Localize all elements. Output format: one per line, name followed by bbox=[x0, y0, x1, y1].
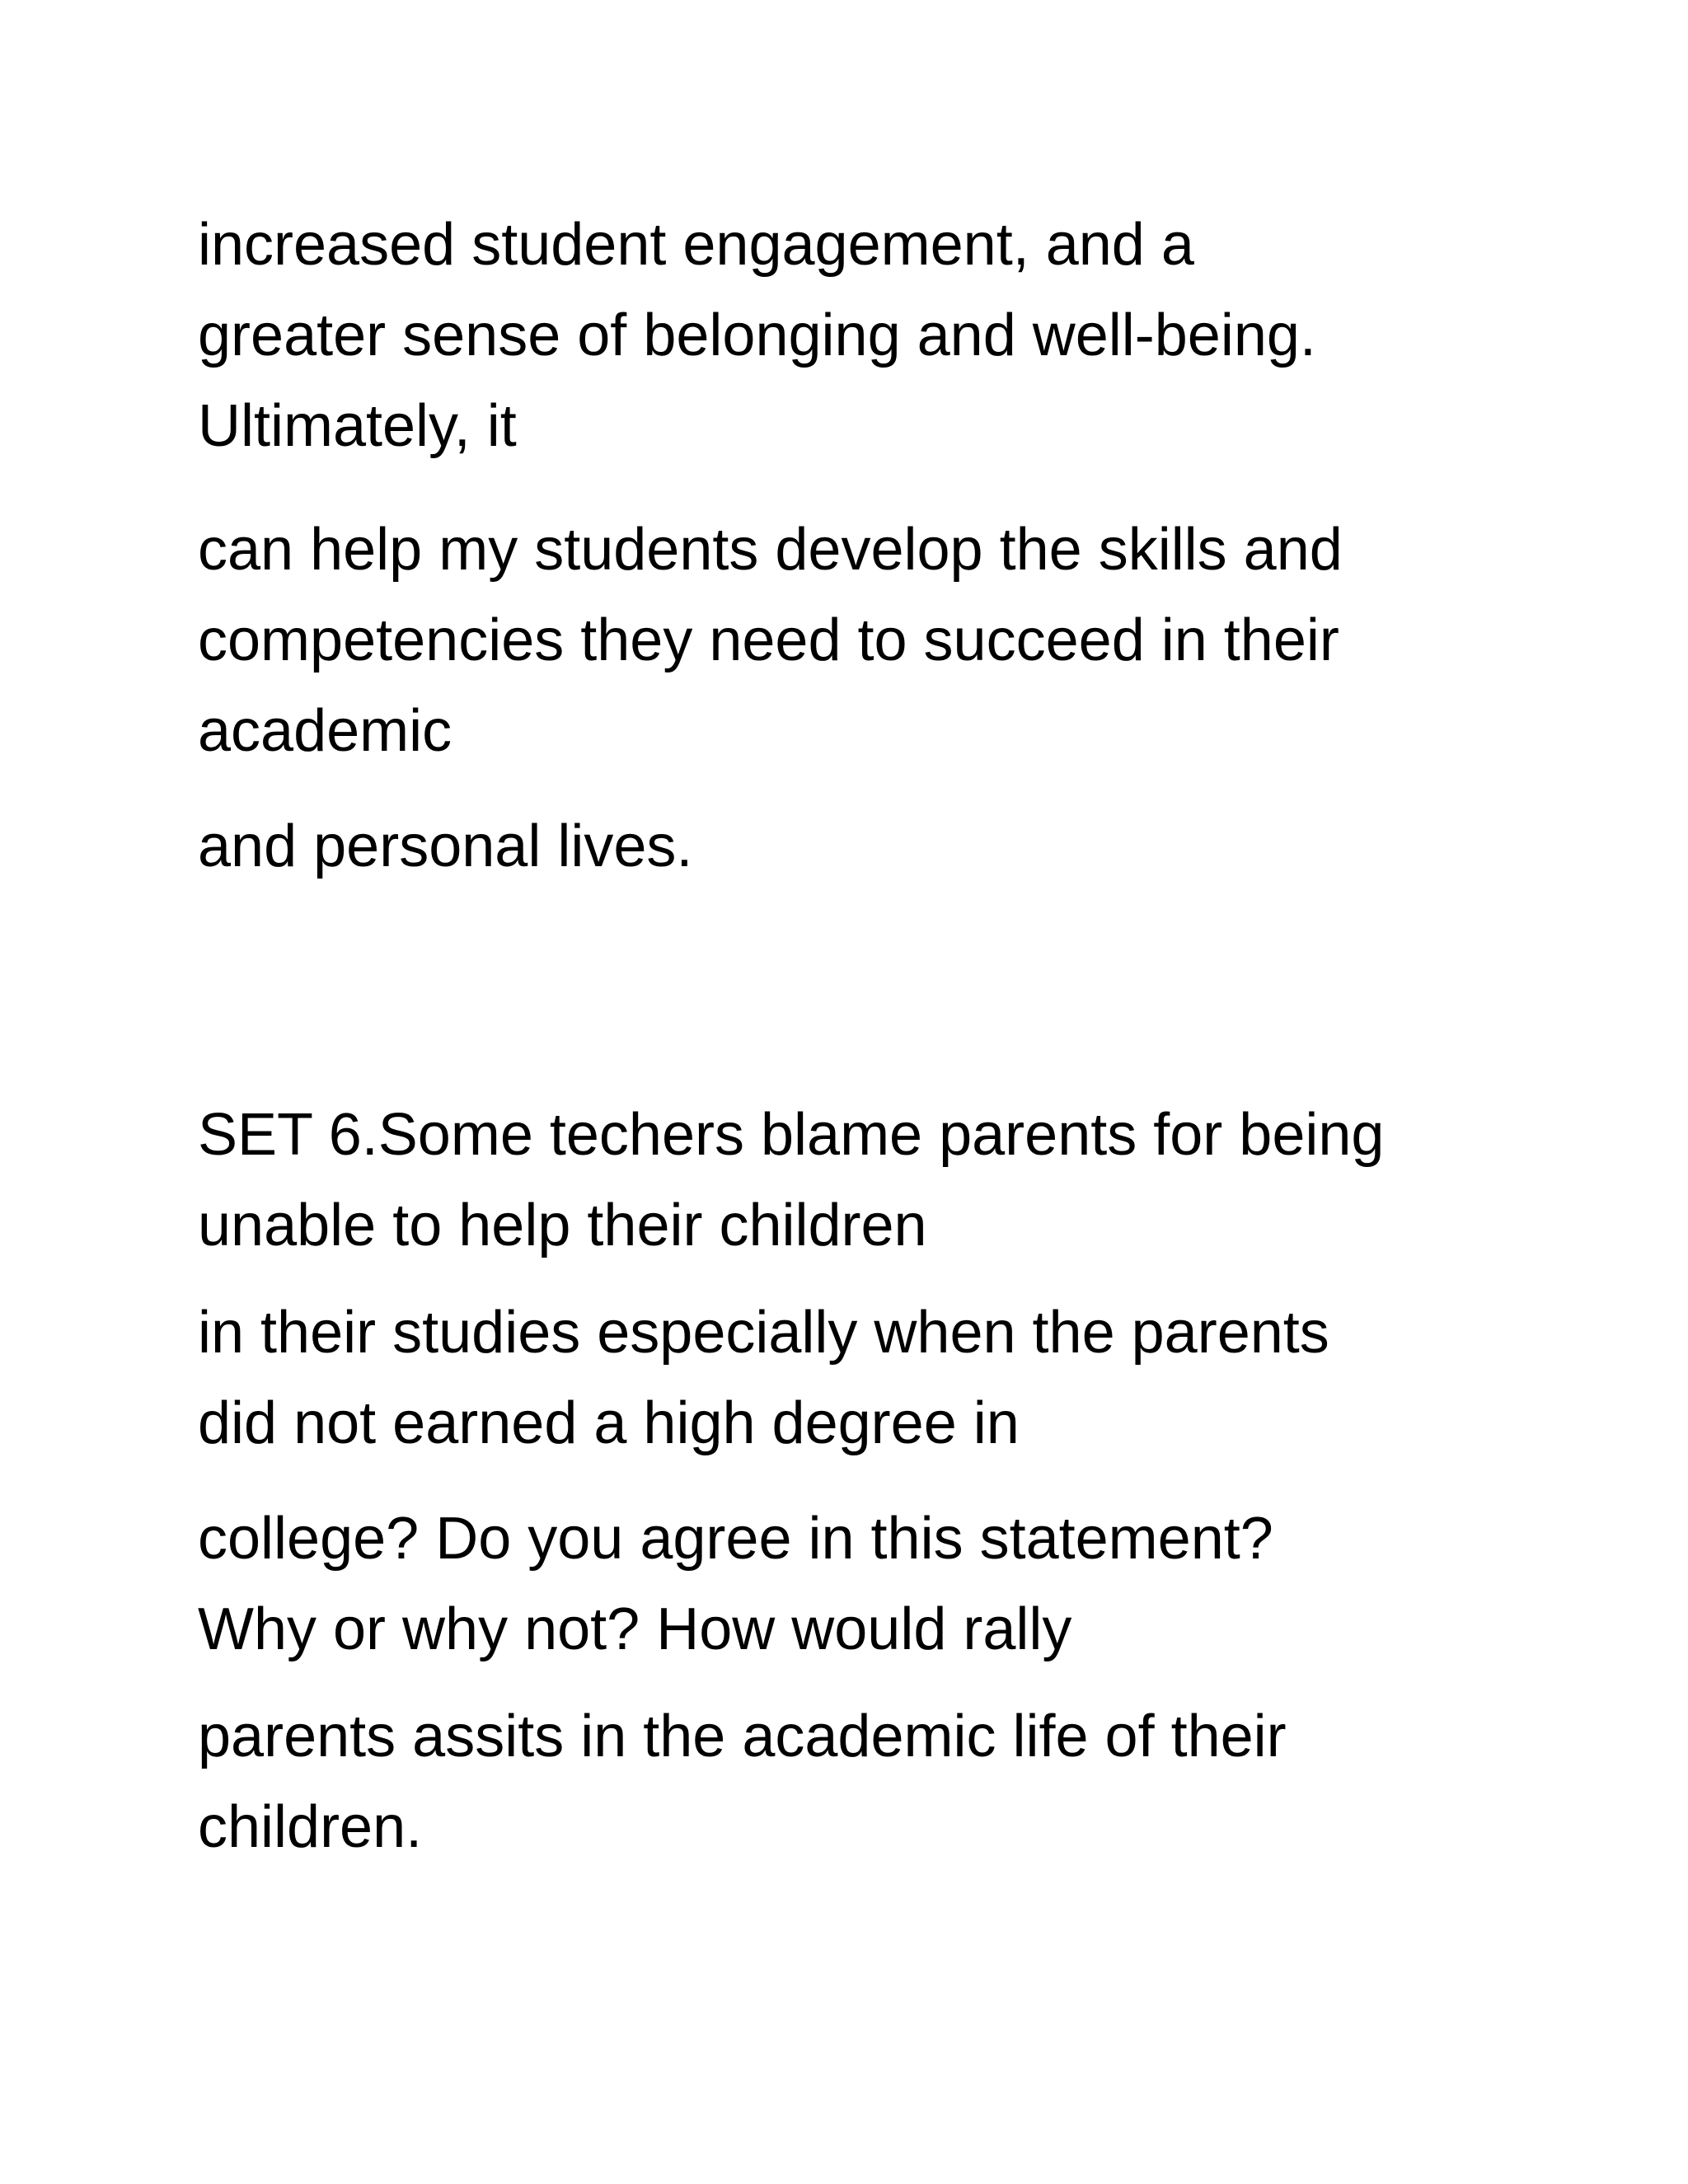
paragraph-line: greater sense of belonging and well-being. bbox=[198, 302, 1316, 368]
paragraph-5 bbox=[198, 1287, 1533, 1469]
paragraph-line: SET 6.Some techers blame parents for being bbox=[198, 1102, 1385, 1168]
paragraph-line: increased student engagement, and a bbox=[198, 212, 1194, 278]
paragraph-3 bbox=[198, 801, 1533, 892]
paragraph-line: Why or why not? How would rally bbox=[198, 1596, 1072, 1662]
paragraph-line: in their studies especially when the parents bbox=[198, 1300, 1329, 1366]
paragraph-line: unable to help their children bbox=[198, 1193, 927, 1258]
paragraph-line: did not earned a high degree in bbox=[198, 1390, 1020, 1456]
paragraph-line: and personal lives. bbox=[198, 813, 693, 879]
paragraph-1 bbox=[198, 199, 1533, 471]
paragraph-line: parents assits in the academic life of their bbox=[198, 1704, 1287, 1769]
paragraph-6 bbox=[198, 1493, 1533, 1675]
paragraph-2 bbox=[198, 504, 1533, 776]
paragraph-line: academic bbox=[198, 698, 452, 764]
paragraph-line: children. bbox=[198, 1794, 423, 1860]
paragraph-line: Ultimately, it bbox=[198, 393, 517, 459]
question-heading bbox=[198, 1090, 1533, 1271]
paragraph-line: college? Do you agree in this statement? bbox=[198, 1506, 1273, 1572]
paragraph-line: can help my students develop the skills and bbox=[198, 517, 1343, 583]
paragraph-7 bbox=[198, 1691, 1533, 1872]
paragraph-line: competencies they need to succeed in their bbox=[198, 607, 1339, 673]
